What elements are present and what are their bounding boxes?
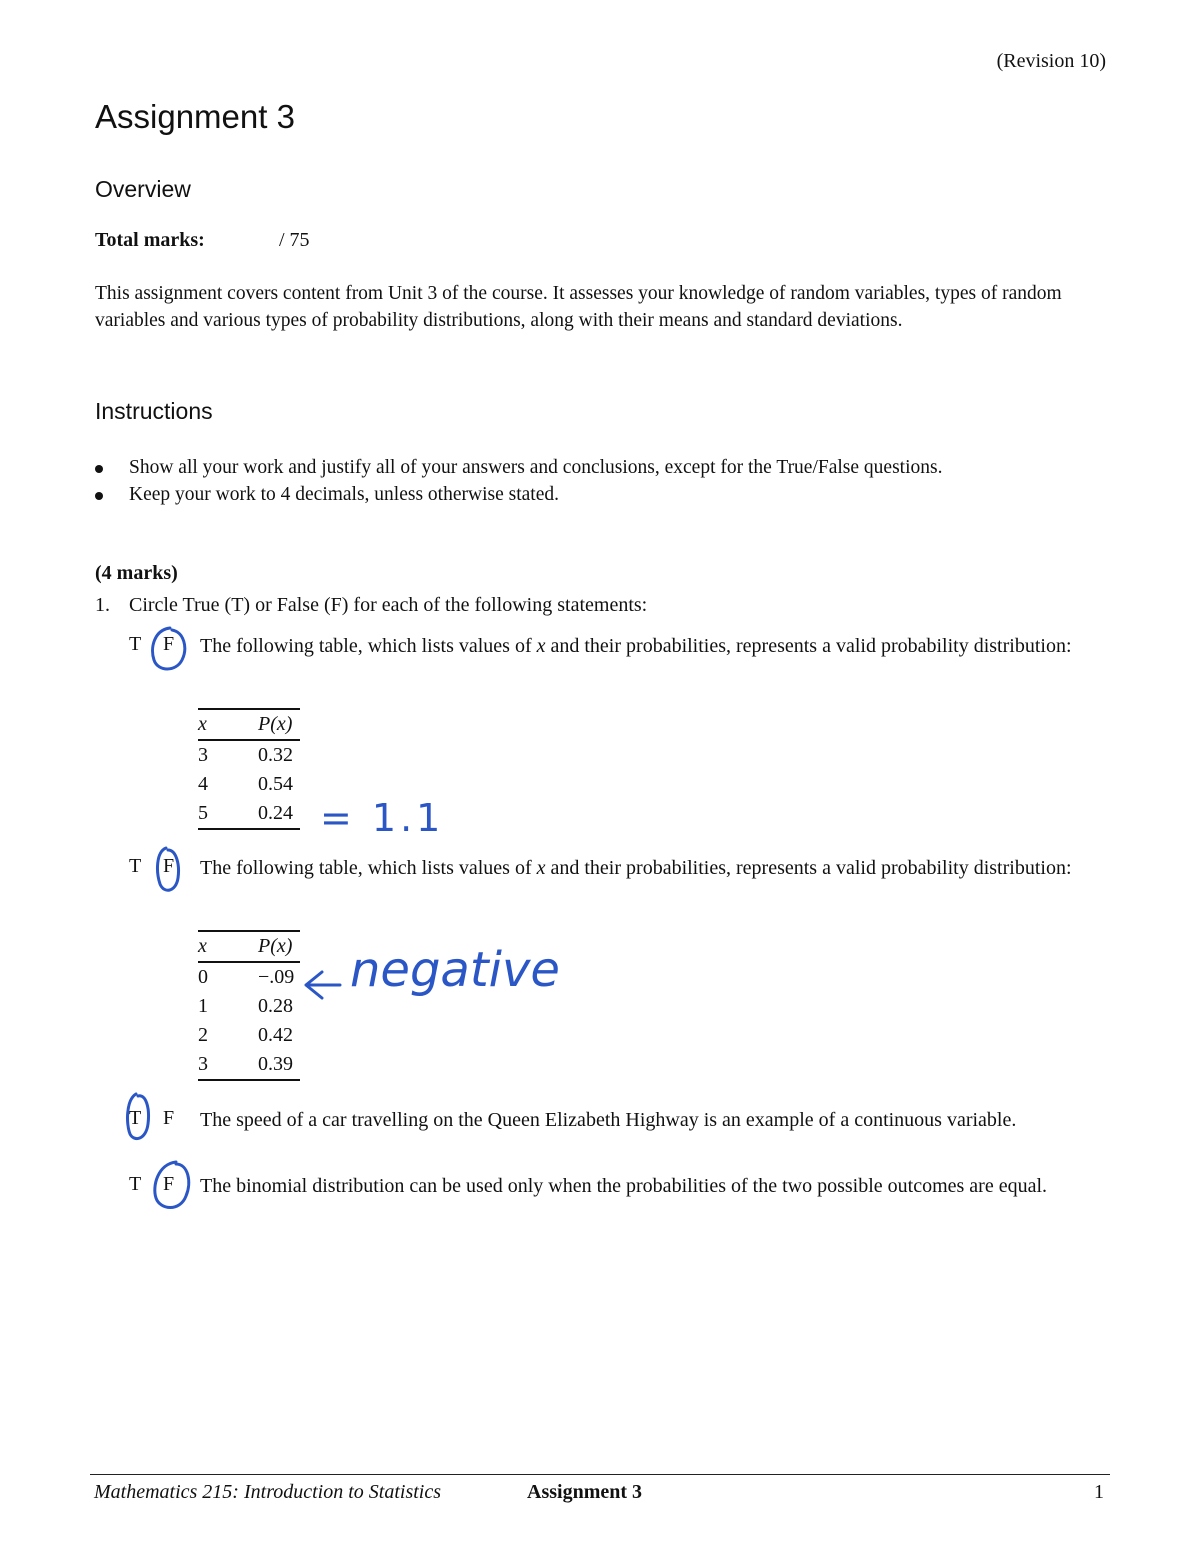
table-header-x: x [198, 709, 258, 740]
footer-divider [90, 1474, 1110, 1475]
table-row: 4 0.54 [198, 773, 293, 795]
true-option[interactable]: T [129, 1173, 142, 1195]
table-row: 3 0.32 [198, 744, 293, 766]
answer-circle-4 [155, 1162, 189, 1208]
table-row: 5 0.24 [198, 799, 300, 829]
total-marks-value: / 75 [279, 229, 310, 251]
table-row: 0 −.09 [198, 966, 295, 988]
list-item: Keep your work to 4 decimals, unless otherwise stated. [95, 481, 1110, 508]
list-item: Show all your work and justify all of your answers and conclusions, except for the True/False questions. [95, 454, 1110, 481]
false-option[interactable]: F [163, 855, 175, 877]
table-header-px: P(x) [258, 931, 300, 962]
page-title: Assignment 3 [95, 98, 295, 135]
false-option[interactable]: F [163, 1107, 175, 1129]
page-number: 1 [1094, 1481, 1104, 1503]
table-header-x: x [198, 931, 258, 962]
table-row: 1 0.28 [198, 995, 293, 1017]
question-marks: (4 marks) [95, 562, 178, 584]
question-number: 1. [95, 594, 110, 616]
statement-3-text: The speed of a car travelling on the Queen Elizabeth Highway is an example of a continuous variable. [200, 1109, 1017, 1131]
overview-heading: Overview [95, 176, 191, 202]
revision-label: (Revision 10) [996, 50, 1106, 72]
answer-circle-1 [153, 628, 185, 669]
answer-circle-2 [158, 848, 179, 890]
true-option[interactable]: T [129, 1107, 142, 1129]
footer-assignment: Assignment 3 [527, 1481, 643, 1503]
false-option[interactable]: F [163, 633, 175, 655]
answer-circle-3 [128, 1094, 149, 1139]
statement-1-text: The following table, which lists values of x and their probabilities, represents a valid probability distribution: [200, 635, 1072, 657]
false-option[interactable]: F [163, 1173, 175, 1195]
overview-paragraph: This assignment covers content from Unit 3 of the course. It assesses your knowledge of random variables, types of random variables and various types of probability distributions, along with their means and standard deviations. [95, 283, 1062, 331]
table-header-px: P(x) [258, 709, 300, 740]
instructions-heading: Instructions [95, 398, 213, 424]
table-row: 3 0.39 [198, 1050, 300, 1080]
question-prompt: Circle True (T) or False (F) for each of the following statements: [129, 594, 648, 616]
table-row: 2 0.42 [198, 1024, 293, 1046]
statement-2-text: The following table, which lists values of x and their probabilities, represents a valid probability distribution: [200, 857, 1072, 879]
true-option[interactable]: T [129, 855, 142, 877]
statement-4-text: The binomial distribution can be used only when the probabilities of the two possible outcomes are equal. [200, 1175, 1048, 1197]
total-marks-label: Total marks: [95, 229, 205, 251]
arrow-icon [306, 972, 340, 998]
footer-course: Mathematics 215: Introduction to Statistics [94, 1481, 442, 1503]
true-option[interactable]: T [129, 633, 142, 655]
annotation-negative: negative [350, 942, 560, 998]
annotation-sum: = 1.1 [320, 796, 445, 840]
